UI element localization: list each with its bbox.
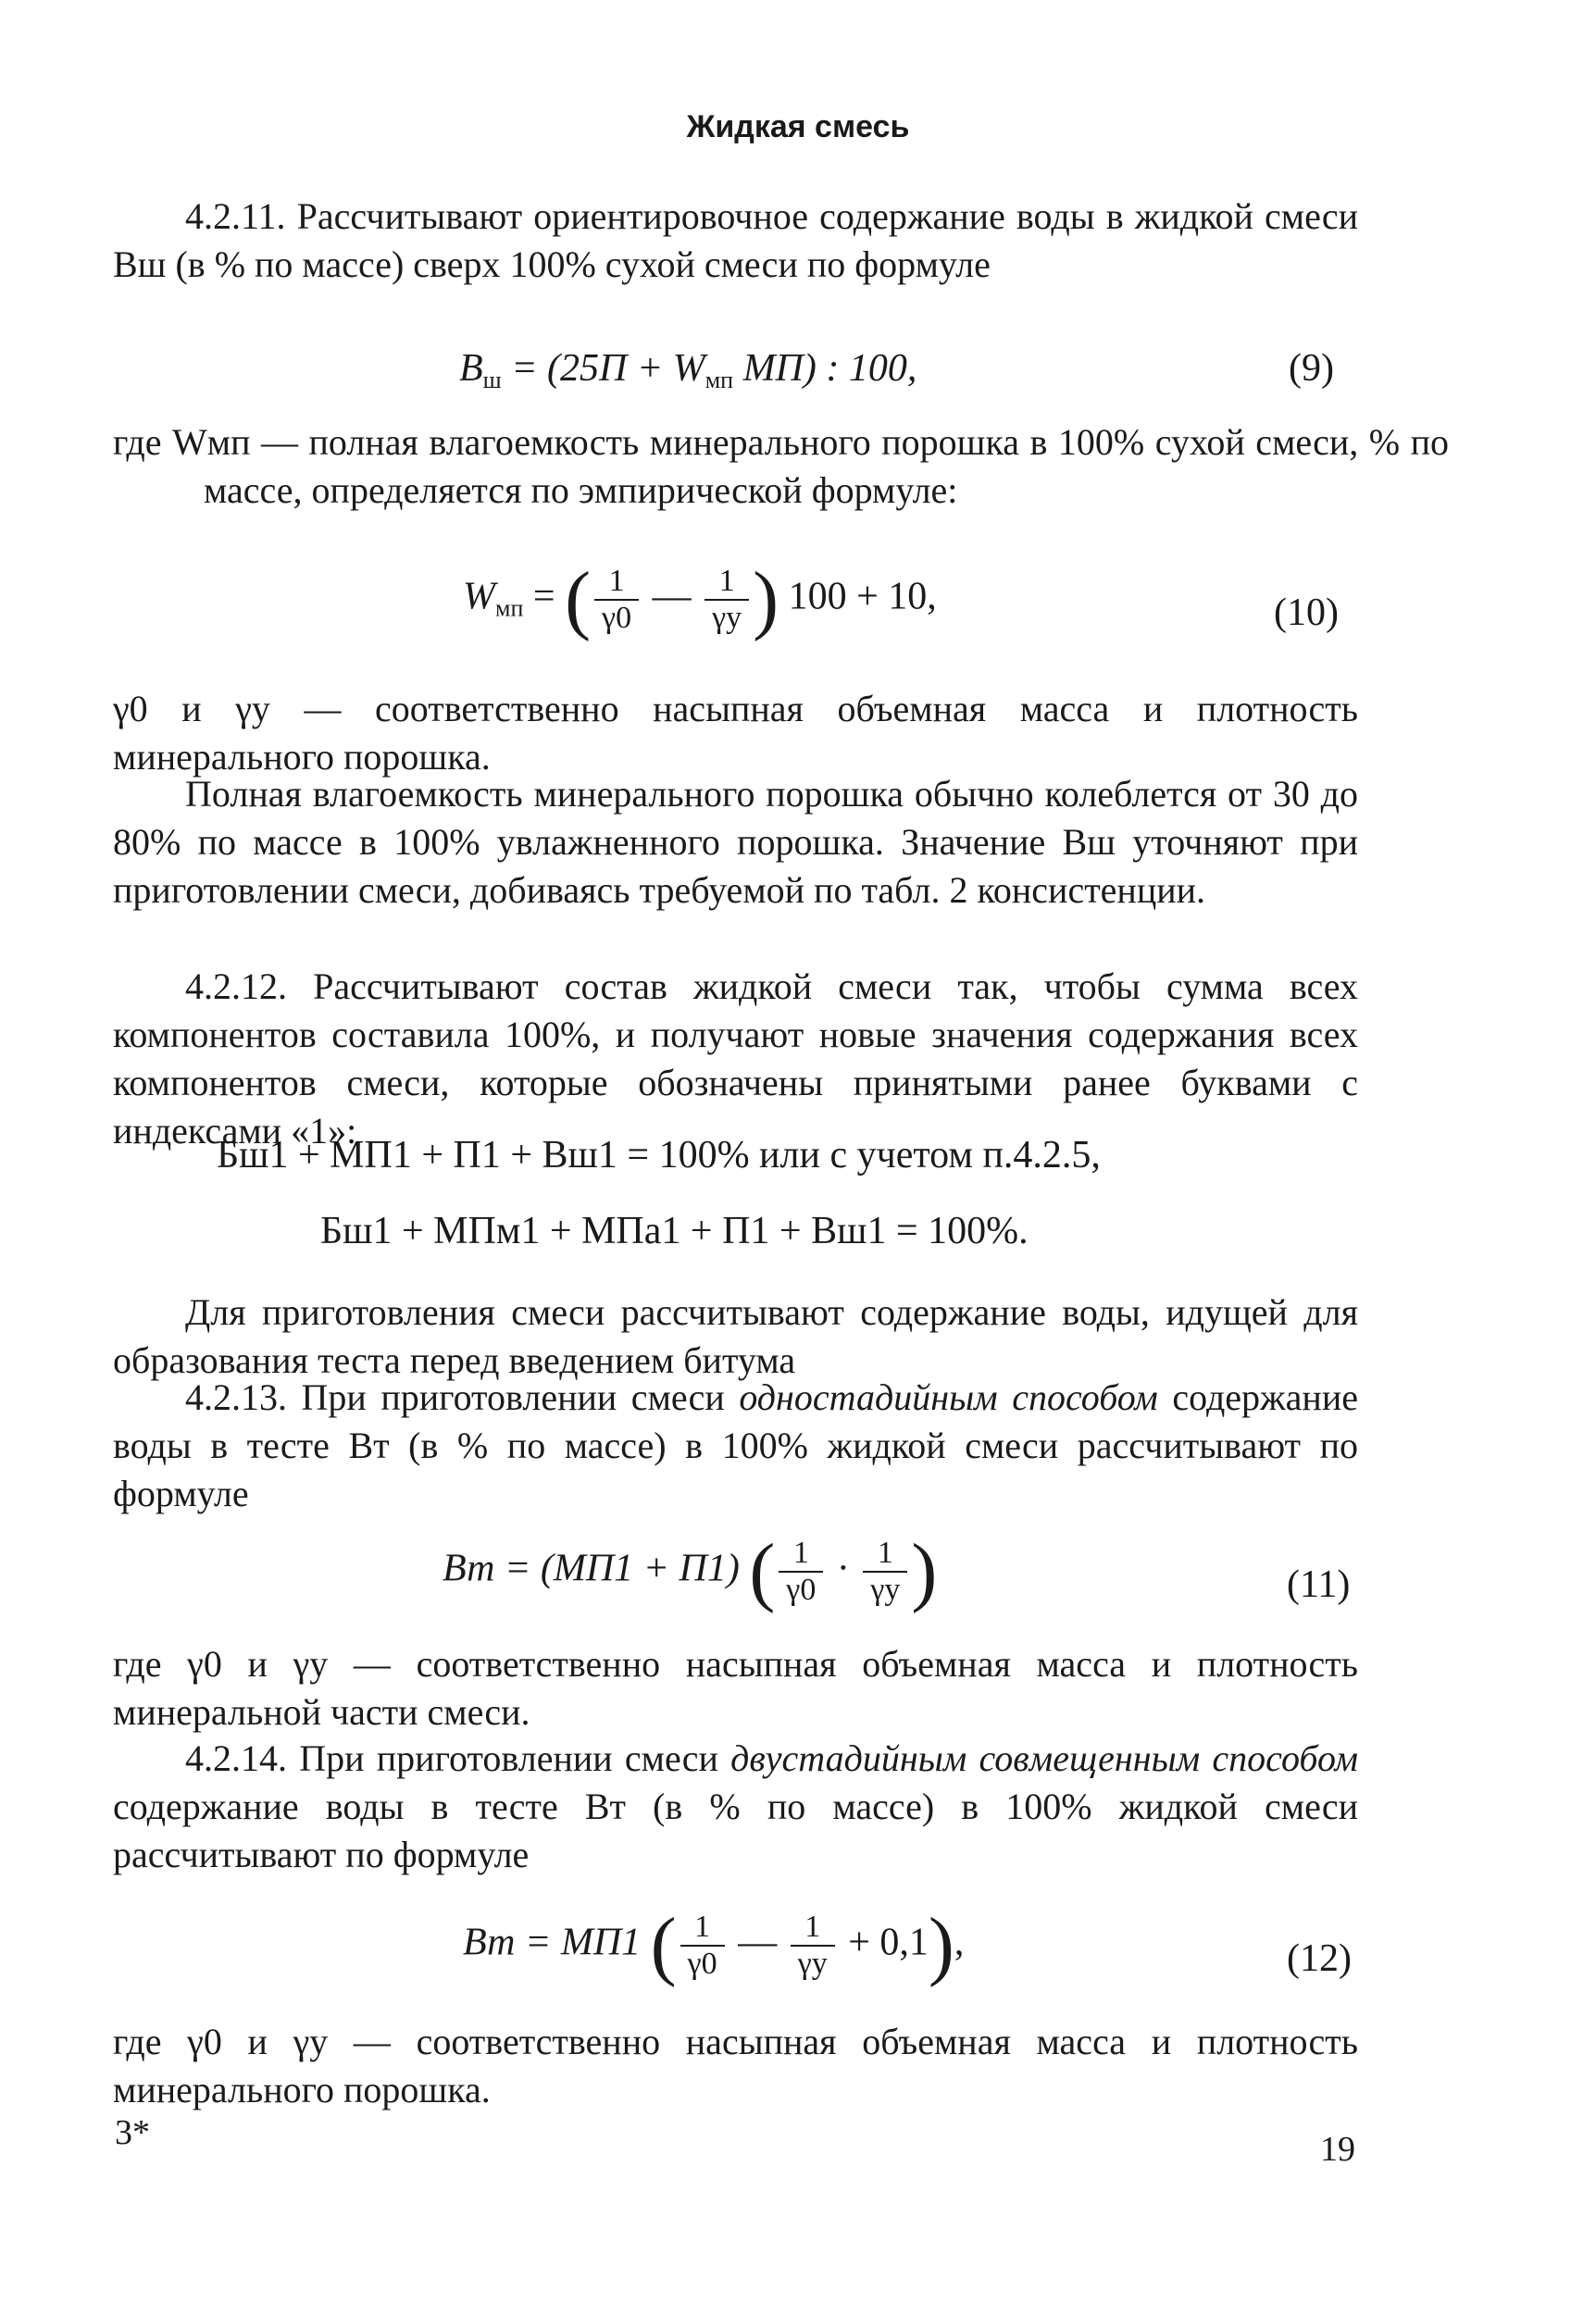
fraction-1-gamma0: $\frac{1}{\gamma 0}$ [680,1910,725,1982]
equation-sum-2: Бш1 + МПм1 + МПа1 + П1 + Вш1 = 100%. [320,1210,1029,1252]
paragraph-moisture-capacity: Полная влагоемкость минерального порошка обычно колеблется от 30 до 80% по массе в 100% увлажненного порошка. Значение Вш уточняют при приготовлении смеси, добиваясь требуемой по табл. 2 консистенции. [113,773,1358,911]
formula-12-number: (12) [1287,1937,1352,1980]
formula-9: $В_ш = (25П + W_{мп}$ МП) : 100, [459,347,917,393]
formula-11: Вт = (МП1 + П1) ( $\frac{1}{\gamma 0}$ · $\frac{1}{\gamma у}$ ) [443,1528,938,1614]
equation-sum-1: Бш1 + МП1 + П1 + Вш1 = 100% или с учетом п.4.2.5, [217,1134,1101,1176]
where-12-explanation: где γ0 и γу — соответственно насыпная объемная масса и плотность минерального порошка. [113,2021,1358,2110]
where-10-explanation: γ0 и γу — соответственно насыпная объемная масса и плотность минерального порошка. [113,688,1358,778]
where-11-explanation: где γ0 и γу — соответственно насыпная объемная масса и плотность минеральной части смеси. [113,1643,1358,1733]
fraction-1-gamma0: $\frac{1}{\gamma 0}$ [779,1536,823,1608]
signature-mark: 3* [115,2113,150,2152]
formula-12: Вт = МП1 ( $\frac{1}{\gamma 0}$ — $\frac{1}{\gamma у}$ + 0,1), [463,1902,965,1988]
paragraph-4-2-11: 4.2.11. Рассчитывают ориентировочное содержание воды в жидкой смеси Вш (в % по массе) сверх 100% сухой смеси по формуле [113,195,1358,285]
fraction-1-gammay: $\frac{1}{\gamma у}$ [791,1910,835,1982]
where-9-explanation: где Wмп — полная влагоемкость минерального порошка в 100% сухой смеси, % по массе, определяется по эмпирической формуле: [113,421,1449,511]
fraction-1-gammay: $\frac{1}{\gamma у}$ [863,1536,907,1608]
fraction-1-gamma0: $\frac{1}{\gamma 0}$ [594,564,639,636]
page-number: 19 [1320,2130,1355,2169]
fraction-1-gammay: $\frac{1}{\gamma у}$ [704,564,749,636]
paragraph-water-calculation: Для приготовления смеси рассчитывают содержание воды, идущей для образования теста перед введением битума [113,1291,1358,1381]
section-title: Жидкая смесь [686,109,910,144]
formula-11-number: (11) [1287,1563,1351,1606]
formula-9-number: (9) [1289,347,1334,390]
formula-10-number: (10) [1274,591,1339,634]
paragraph-4-2-14: 4.2.14. При приготовлении смеси двустадийным совмещенным способом содержание воды в тесте Вт (в % по массе) в 100% жидкой смеси рассчитывают по формуле [113,1737,1359,1875]
formula-10: $W_{мп}$ = ( $\frac{1}{\gamma 0}$ — $\frac{1}{\gamma у}$ ) 100 + 10, [463,556,937,642]
paragraph-4-2-12: 4.2.12. Рассчитывают состав жидкой смеси так, чтобы сумма всех компонентов составила 100%, и получают новые значения содержания всех компонентов смеси, которые обозначены принятыми ранее буквами с индексами «1»: [113,965,1358,1152]
paragraph-4-2-13: 4.2.13. При приготовлении смеси одностадийным способом содержание воды в тесте Вт (в % по массе) в 100% жидкой смеси рассчитывают по формуле [113,1376,1359,1514]
